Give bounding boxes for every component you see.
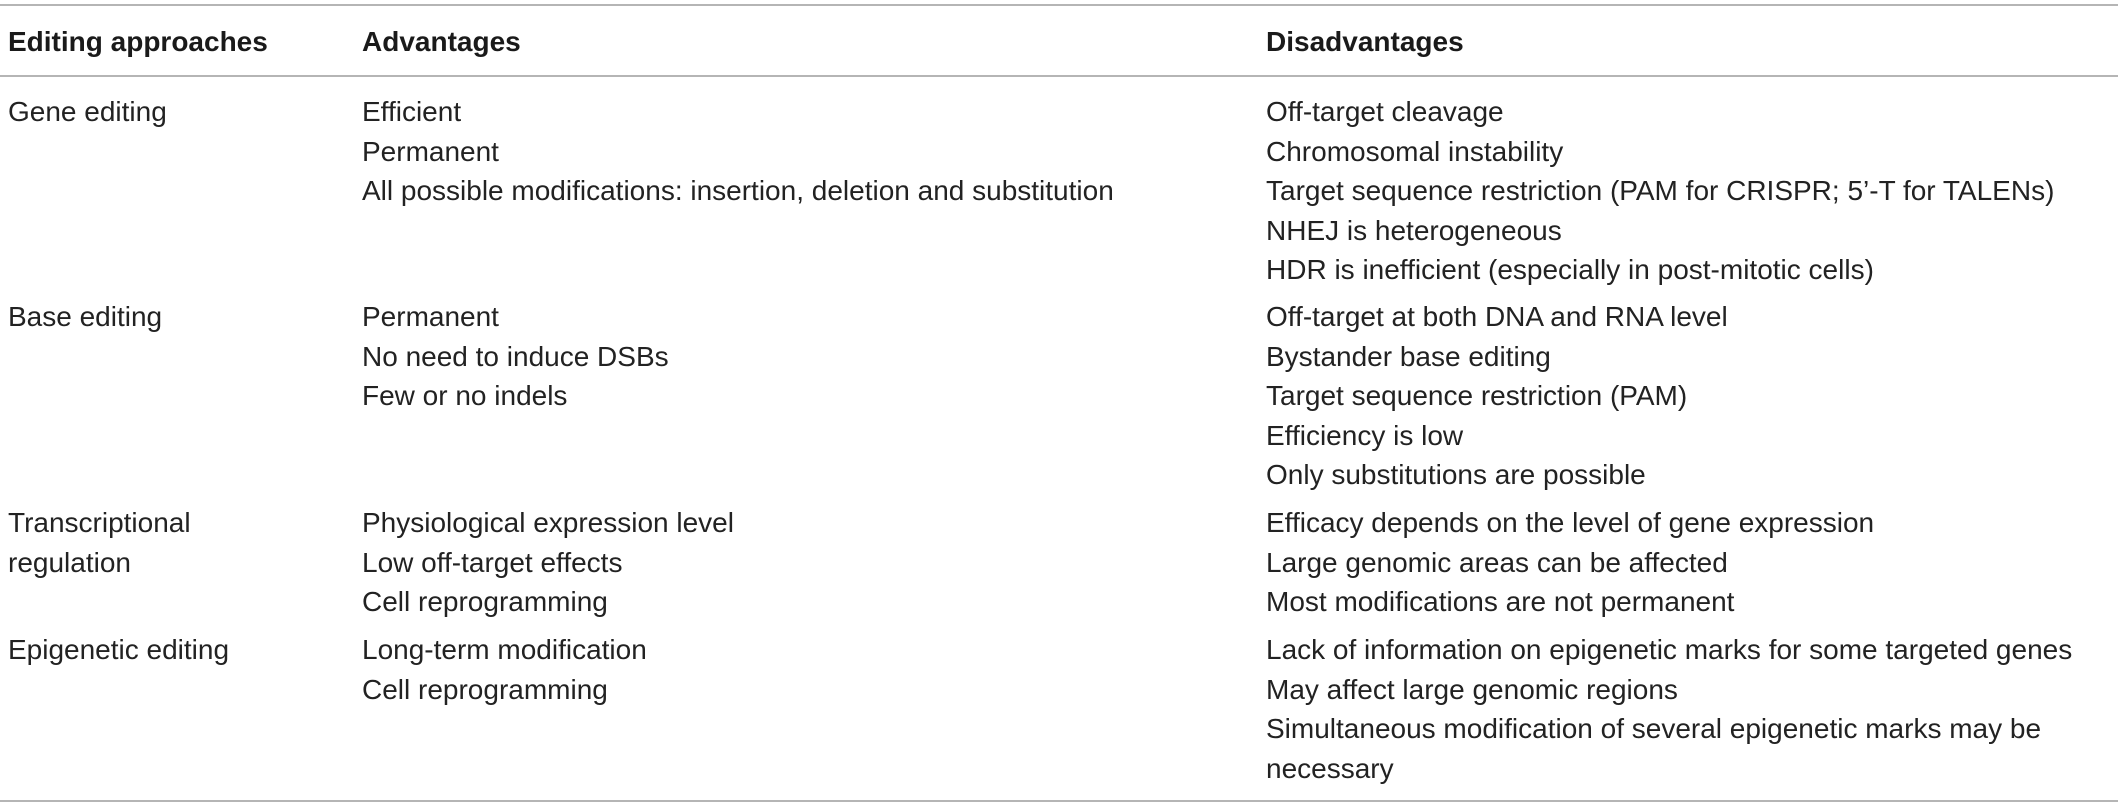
- approach-cell: [8, 92, 338, 132]
- disadvantages-cell: [1266, 297, 2114, 495]
- approach-cell: [8, 297, 338, 337]
- advantage-item: Long-term modification: [362, 634, 647, 665]
- disadvantage-item: NHEJ is heterogeneous: [1266, 214, 1562, 246]
- advantage-item: Low off-target effects: [362, 546, 623, 578]
- header-editing-approaches: Editing approaches: [8, 26, 268, 57]
- approach-cell: [8, 503, 338, 582]
- advantage-item: Cell reprogramming: [362, 586, 608, 617]
- disadvantage-item: HDR is inefficient (especially in post-mitotic cells): [1266, 254, 1874, 285]
- advantage-item: Efficient: [362, 96, 462, 127]
- advantages-cell: [362, 503, 1242, 622]
- disadvantage-item: Lack of information on epigenetic marks for some targeted genes: [1266, 634, 2073, 665]
- advantage-item: Physiological expression level: [362, 507, 734, 538]
- disadvantages-cell: [1266, 630, 2114, 788]
- disadvantage-item: Large genomic areas can be affected: [1266, 546, 1728, 578]
- advantage-item: Few or no indels: [362, 380, 568, 411]
- advantages-cell: [362, 297, 1242, 416]
- disadvantage-item: May affect large genomic regions: [1266, 673, 1678, 705]
- disadvantage-item: Off-target cleavage: [1266, 96, 1504, 127]
- bottom-rule: [0, 800, 2118, 802]
- advantage-item: Cell reprogramming: [362, 673, 608, 705]
- approach-text: Gene editing: [8, 96, 167, 127]
- disadvantage-item: Efficiency is low: [1266, 419, 1464, 451]
- advantage-item: No need to induce DSBs: [362, 340, 669, 372]
- advantage-item: Permanent: [362, 301, 499, 332]
- approach-cell: [8, 630, 338, 670]
- header-advantages: Advantages: [362, 26, 521, 57]
- top-rule: [0, 4, 2118, 6]
- disadvantage-item: Off-target at both DNA and RNA level: [1266, 301, 1728, 332]
- advantages-cell: [362, 92, 1242, 211]
- disadvantage-item: Chromosomal instability: [1266, 135, 1564, 167]
- advantage-item: Permanent: [362, 135, 499, 167]
- advantage-item: All possible modifications: insertion, deletion and substitution: [362, 175, 1114, 206]
- disadvantage-item: Target sequence restriction (PAM): [1266, 380, 1688, 411]
- approach-text: Base editing: [8, 301, 163, 332]
- disadvantage-item: Only substitutions are possible: [1266, 459, 1646, 490]
- disadvantage-item: Target sequence restriction (PAM for CRISPR; 5’-T for TALENs): [1266, 175, 2055, 206]
- advantages-cell: [362, 630, 1242, 709]
- approach-text: Epigenetic editing: [8, 634, 230, 665]
- disadvantage-item: Bystander base editing: [1266, 340, 1551, 372]
- disadvantage-item: Efficacy depends on the level of gene expression: [1266, 507, 1875, 538]
- approach-text: regulation: [8, 546, 131, 578]
- approach-text: Transcriptional: [8, 507, 191, 538]
- header-rule: [0, 75, 2118, 77]
- disadvantages-cell: [1266, 503, 2114, 622]
- disadvantage-item: Simultaneous modification of several epigenetic marks may be necessary: [1266, 713, 2042, 784]
- disadvantage-item: Most modifications are not permanent: [1266, 586, 1735, 617]
- disadvantages-cell: [1266, 92, 2114, 290]
- header-disadvantages: Disadvantages: [1266, 26, 1464, 57]
